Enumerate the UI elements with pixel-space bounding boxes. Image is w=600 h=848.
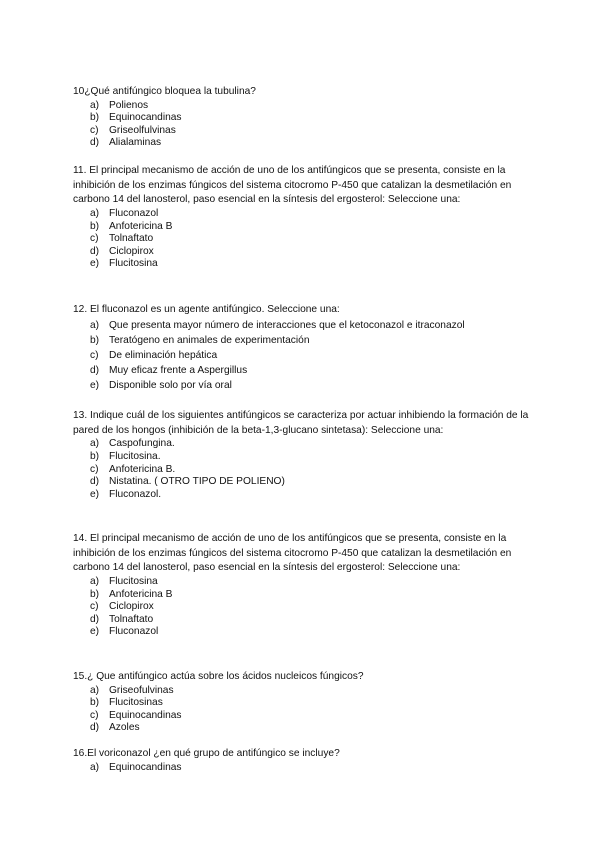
answer-option	[90, 722, 533, 735]
answer-option	[90, 601, 533, 614]
option-letter: a)	[90, 684, 100, 696]
question-stem: 15.¿ Que antifúngico actúa sobre los ácidos nucleicos fúngicos?	[73, 671, 364, 682]
option-letter: c)	[90, 124, 99, 136]
answer-option	[90, 348, 533, 363]
answer-option	[90, 246, 533, 259]
option-text: Anfotericina B	[109, 588, 173, 600]
option-text: Ciclopirox	[109, 245, 154, 257]
option-letter: c)	[90, 601, 99, 613]
option-letter: b)	[90, 220, 100, 232]
option-text: Caspofungina.	[109, 438, 175, 450]
answer-option	[90, 258, 533, 271]
option-text: Flucitosina.	[109, 451, 161, 462]
answer-option	[90, 576, 533, 589]
option-letter: b)	[90, 112, 100, 124]
option-text: Ciclopirox	[109, 601, 154, 613]
option-text: Fluconazol	[109, 208, 159, 220]
option-text: Flucitosinas	[109, 697, 163, 709]
question-stem: 16.El voriconazol ¿en qué grupo de antifúngico se incluye?	[73, 748, 340, 759]
answer-option	[90, 614, 533, 627]
answer-option	[90, 100, 533, 113]
option-letter: d)	[90, 245, 100, 257]
option-text: Azoles	[109, 722, 140, 734]
option-text: Tolnaftato	[109, 613, 154, 625]
option-text: De eliminación hepática	[109, 349, 218, 361]
question-stem: 12. El fluconazol es un agente antifúngico. Seleccione una:	[73, 304, 340, 315]
answer-option	[90, 697, 533, 710]
option-letter: c)	[90, 463, 99, 475]
option-text: Anfotericina B	[109, 220, 173, 232]
option-letter: e)	[90, 488, 100, 500]
answer-option	[90, 137, 533, 150]
answer-option	[90, 363, 533, 378]
answer-option	[90, 112, 533, 125]
question-stem: 11. El principal mecanismo de acción de uno de los antifúngicos que se presenta, consiste en la inhibición de los enzimas fúngicos del sistema citocromo P-450 que catalizan la desmetilación en carbono 14 del lanosterol, paso esencial en la síntesis del ergosterol: Seleccione una:	[73, 165, 512, 206]
answer-option	[90, 710, 533, 723]
option-letter: b)	[90, 451, 100, 462]
answer-option	[90, 626, 533, 639]
answer-option	[90, 762, 533, 775]
option-letter: a)	[90, 576, 100, 588]
option-letter: a)	[90, 319, 100, 331]
option-letter: b)	[90, 334, 100, 346]
option-letter: a)	[90, 208, 100, 220]
option-text: Disponible solo por vía oral	[109, 379, 232, 391]
answer-option	[90, 221, 533, 234]
option-letter: a)	[90, 761, 100, 773]
option-letter: e)	[90, 626, 100, 638]
option-text: Fluconazol	[109, 626, 159, 638]
option-text: Muy eficaz frente a Aspergillus	[109, 364, 248, 376]
option-text: Griseolfulvinas	[109, 124, 176, 136]
question-stem: 13. Indique cuál de los siguientes antifúngicos se caracteriza por actuar inhibiendo la formación de la pared de los hongos (inhibición de la beta-1,3-glucano sintetasa): Seleccione una:	[73, 410, 529, 436]
answer-option	[90, 476, 533, 489]
answer-option	[90, 685, 533, 698]
option-letter: c)	[90, 349, 99, 361]
question-13	[73, 409, 533, 501]
option-letter: a)	[90, 99, 100, 111]
question-stem: 10¿Qué antifúngico bloquea la tubulina?	[73, 86, 256, 97]
option-text: Fluconazol.	[109, 488, 162, 500]
option-text: Que presenta mayor número de interacciones que el ketoconazol e itraconazol	[109, 319, 465, 331]
option-letter: e)	[90, 258, 100, 270]
option-letter: d)	[90, 364, 100, 376]
question-11	[73, 164, 533, 271]
option-text: Tolnaftato	[109, 233, 154, 245]
option-text: Flucitosina	[109, 258, 158, 270]
answer-option	[90, 589, 533, 602]
answer-option	[90, 464, 533, 477]
option-letter: b)	[90, 588, 100, 600]
question-12	[73, 303, 533, 393]
question-14	[73, 532, 533, 639]
question-16	[73, 747, 533, 774]
answer-option	[90, 451, 533, 464]
option-text: Equinocandinas	[109, 112, 182, 124]
question-15	[73, 670, 533, 735]
option-letter: d)	[90, 722, 100, 734]
option-letter: b)	[90, 697, 100, 709]
answer-option	[90, 125, 533, 138]
question-10	[73, 85, 533, 150]
option-text: Nistatina. ( OTRO TIPO DE POLIENO)	[109, 476, 285, 488]
option-text: Equinocandinas	[109, 761, 182, 773]
option-letter: d)	[90, 137, 100, 149]
option-text: Teratógeno en animales de experimentación	[109, 334, 310, 346]
answer-option	[90, 489, 533, 502]
option-text: Flucitosina	[109, 576, 158, 588]
option-letter: a)	[90, 438, 100, 450]
answer-option	[90, 378, 533, 393]
option-letter: e)	[90, 379, 100, 391]
answer-option	[90, 233, 533, 246]
option-text: Alialaminas	[109, 137, 162, 149]
option-text: Equinocandinas	[109, 709, 182, 721]
option-letter: c)	[90, 233, 99, 245]
option-letter: c)	[90, 709, 99, 721]
option-text: Anfotericina B.	[109, 463, 176, 475]
question-stem: 14. El principal mecanismo de acción de uno de los antifúngicos que se presenta, consiste en la inhibición de los enzimas fúngicos del sistema citocromo P-450 que catalizan la desmetilación en carbono 14 del lanosterol, paso esencial en la síntesis del ergosterol: Seleccione una:	[73, 533, 512, 574]
answer-option	[90, 438, 533, 451]
answer-option	[90, 208, 533, 221]
option-text: Polienos	[109, 99, 149, 111]
answer-option	[90, 318, 533, 333]
answer-option	[90, 333, 533, 348]
option-letter: d)	[90, 476, 100, 488]
option-letter: d)	[90, 613, 100, 625]
option-text: Griseofulvinas	[109, 684, 174, 696]
